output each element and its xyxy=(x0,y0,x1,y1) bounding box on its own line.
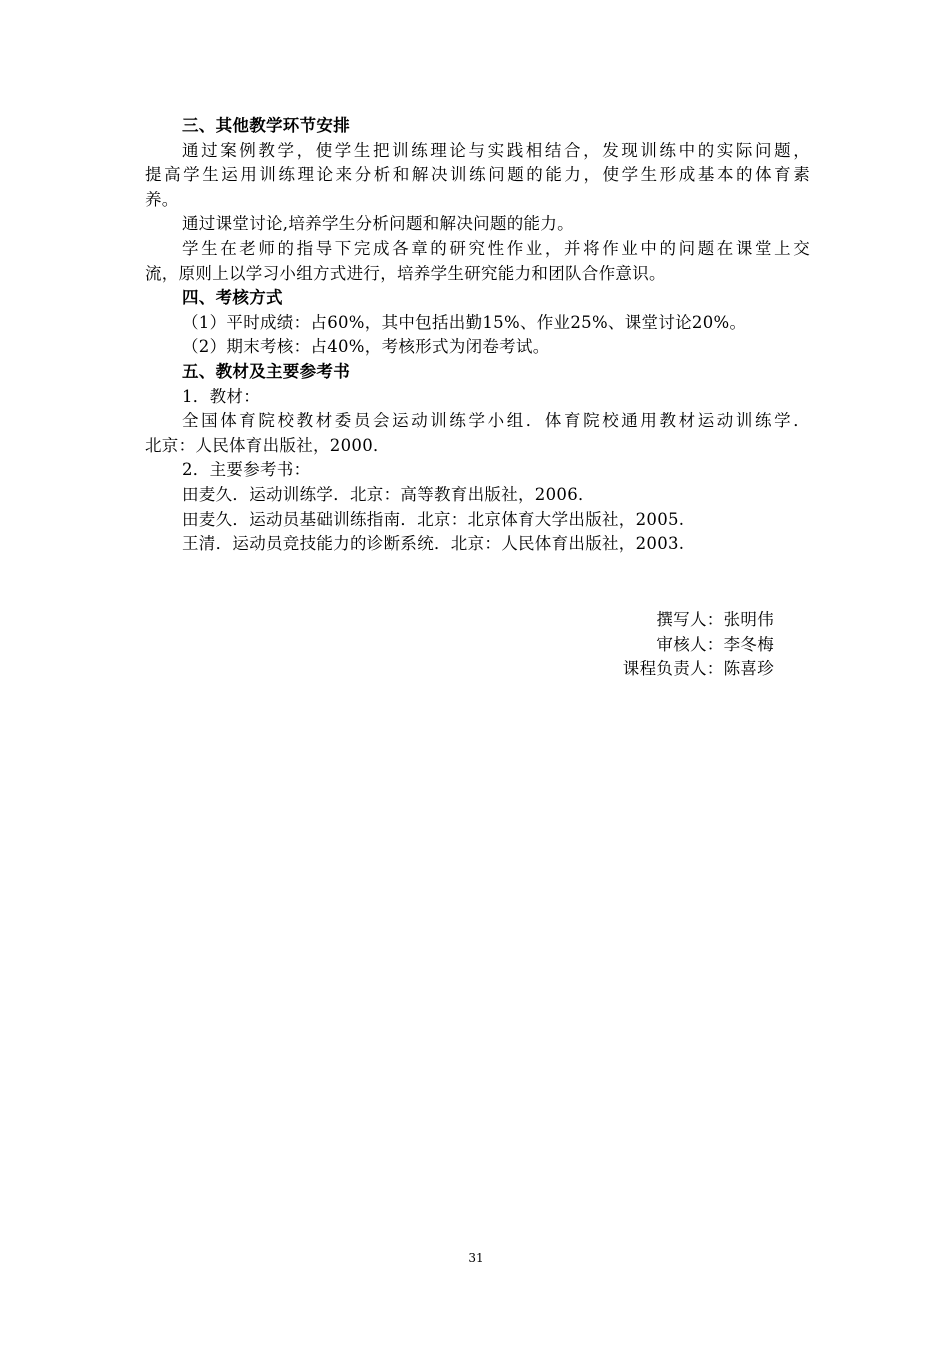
references-label: 2．主要参考书： xyxy=(182,460,311,480)
paragraph-case-teaching-line2: 提高学生运用训练理论来分析和解决训练问题的能力，使学生形成基本的体育素 xyxy=(145,165,810,185)
paragraph-case-teaching-line1: 通过案例教学，使学生把训练理论与实践相结合，发现训练中的实际问题， xyxy=(182,140,810,160)
assessment-item-regular: （1）平时成绩：占60%，其中包括出勤15%、作业25%、课堂讨论20%。 xyxy=(182,312,747,332)
textbook-citation-line1: 全国体育院校教材委员会运动训练学小组．体育院校通用教材运动训练学． xyxy=(182,411,810,431)
section-heading-textbooks: 五、教材及主要参考书 xyxy=(182,361,350,381)
reference-item: 田麦久．运动员基础训练指南．北京：北京体育大学出版社，2005. xyxy=(182,509,685,529)
paragraph-research-assignment-line2: 流，原则上以学习小组方式进行，培养学生研究能力和团队合作意识。 xyxy=(145,263,666,283)
signature-course-lead: 课程负责人：陈喜珍 xyxy=(622,659,774,679)
signature-reviewer: 审核人：李冬梅 xyxy=(656,634,774,654)
page-number: 31 xyxy=(468,1251,484,1265)
textbook-label: 1．教材： xyxy=(182,386,260,406)
paragraph-class-discussion: 通过课堂讨论,培养学生分析问题和解决问题的能力。 xyxy=(182,214,574,234)
paragraph-case-teaching-line3: 养。 xyxy=(145,189,179,209)
section-heading-assessment: 四、考核方式 xyxy=(182,288,283,308)
document-body xyxy=(145,114,810,557)
section-heading-other-teaching: 三、其他教学环节安排 xyxy=(182,116,350,135)
reference-item: 田麦久．运动训练学．北京：高等教育出版社，2006． xyxy=(182,484,595,504)
reference-item: 王清．运动员竞技能力的诊断系统．北京：人民体育出版社，2003. xyxy=(182,534,685,554)
paragraph-research-assignment-line1: 学生在老师的指导下完成各章的研究性作业，并将作业中的问题在课堂上交 xyxy=(182,238,810,258)
assessment-item-final: （2）期末考核：占40%，考核形式为闭卷考试。 xyxy=(182,337,550,357)
signature-writer: 撰写人：张明伟 xyxy=(656,610,774,629)
signature-block xyxy=(623,608,774,682)
textbook-citation-line2: 北京：人民体育出版社，2000． xyxy=(145,435,390,455)
